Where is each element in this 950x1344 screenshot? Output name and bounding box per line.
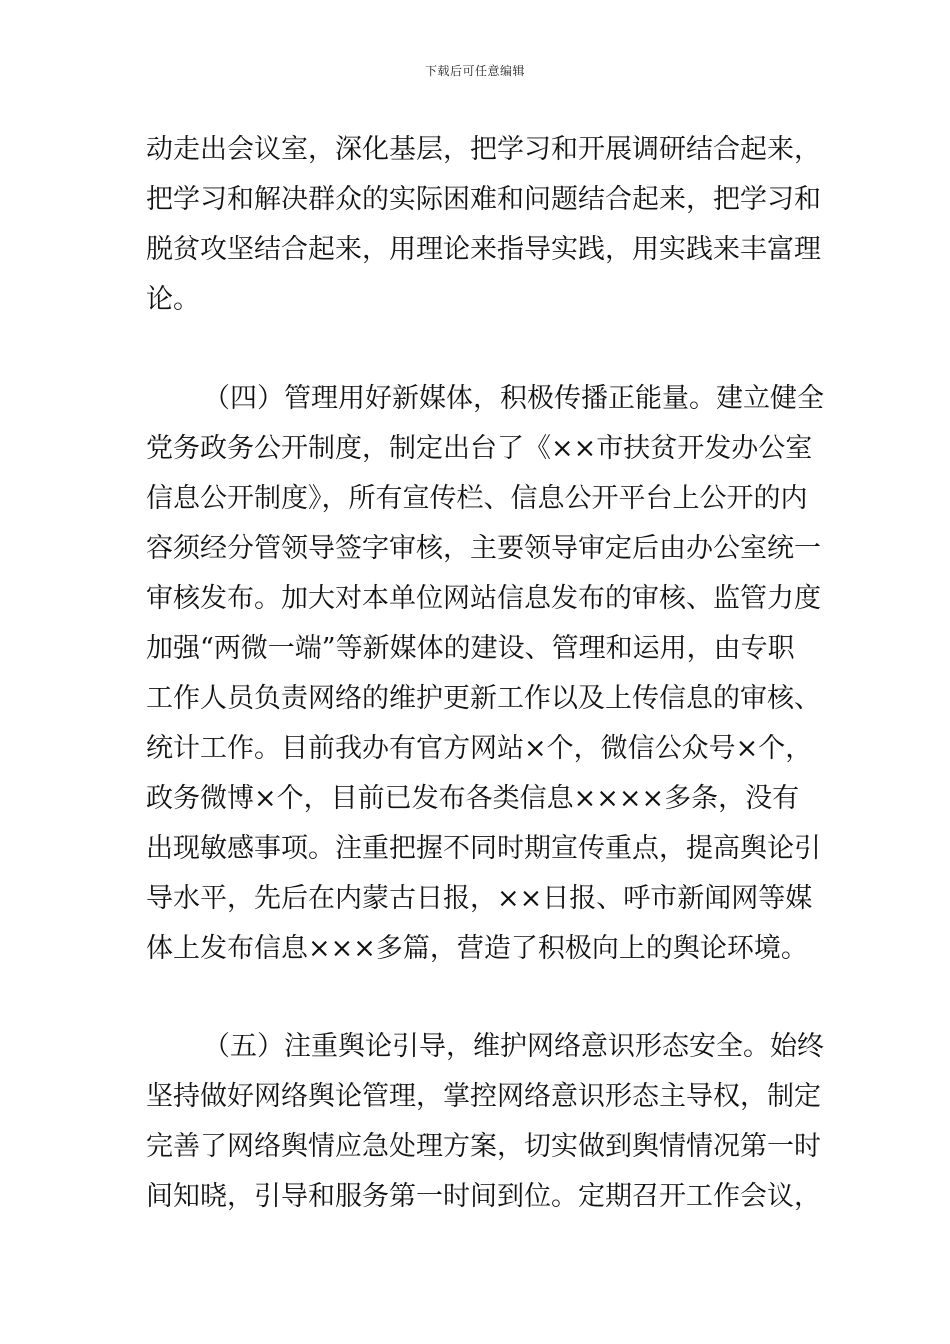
text-line: 统计工作。目前我办有官方网站×个，微信公众号×个， bbox=[146, 733, 813, 764]
text-line: 容须经分管领导签字审核，主要领导审定后由办公室统一 bbox=[146, 533, 821, 564]
text-line: 论。 bbox=[146, 284, 200, 315]
text-line: 坚持做好网络舆论管理，掌控网络意识形态主导权，制定 bbox=[146, 1081, 821, 1112]
page-header: 下载后可任意编辑 bbox=[424, 64, 525, 78]
text-line: 加强“两微一端”等新媒体的建设、管理和运用，由专职 bbox=[146, 633, 795, 664]
text-line: 体上发布信息×××多篇，营造了积极向上的舆论环境。 bbox=[146, 933, 808, 964]
text-line: 脱贫攻坚结合起来，用理论来指导实践，用实践来丰富理 bbox=[146, 234, 821, 265]
text-line: 党务政务公开制度，制定出台了《××市扶贫开发办公室 bbox=[146, 433, 813, 464]
text-line: 工作人员负责网络的维护更新工作以及上传信息的审核、 bbox=[146, 683, 821, 714]
text-line: 审核发布。加大对本单位网站信息发布的审核、监管力度 bbox=[146, 583, 821, 614]
text-line: 政务微博×个，目前已发布各类信息××××多条，没有 bbox=[146, 783, 800, 814]
text-line: 把学习和解决群众的实际困难和问题结合起来，把学习和 bbox=[146, 184, 821, 215]
section-heading-line: （四）管理用好新媒体，积极传播正能量。建立健全 bbox=[203, 383, 824, 414]
text-line: 完善了网络舆情应急处理方案，切实做到舆情情况第一时 bbox=[146, 1131, 821, 1162]
text-line: 导水平，先后在内蒙古日报，××日报、呼市新闻网等媒 bbox=[146, 883, 813, 914]
section-heading-line: （五）注重舆论引导，维护网络意识形态安全。始终 bbox=[203, 1031, 824, 1062]
text-line: 间知晓，引导和服务第一时间到位。定期召开工作会议， bbox=[146, 1181, 821, 1212]
text-line: 信息公开制度》，所有宣传栏、信息公开平台上公开的内 bbox=[146, 483, 808, 514]
text-line: 动走出会议室，深化基层，把学习和开展调研结合起来， bbox=[146, 134, 821, 165]
text-line: 出现敏感事项。注重把握不同时期宣传重点，提高舆论引 bbox=[146, 833, 821, 864]
